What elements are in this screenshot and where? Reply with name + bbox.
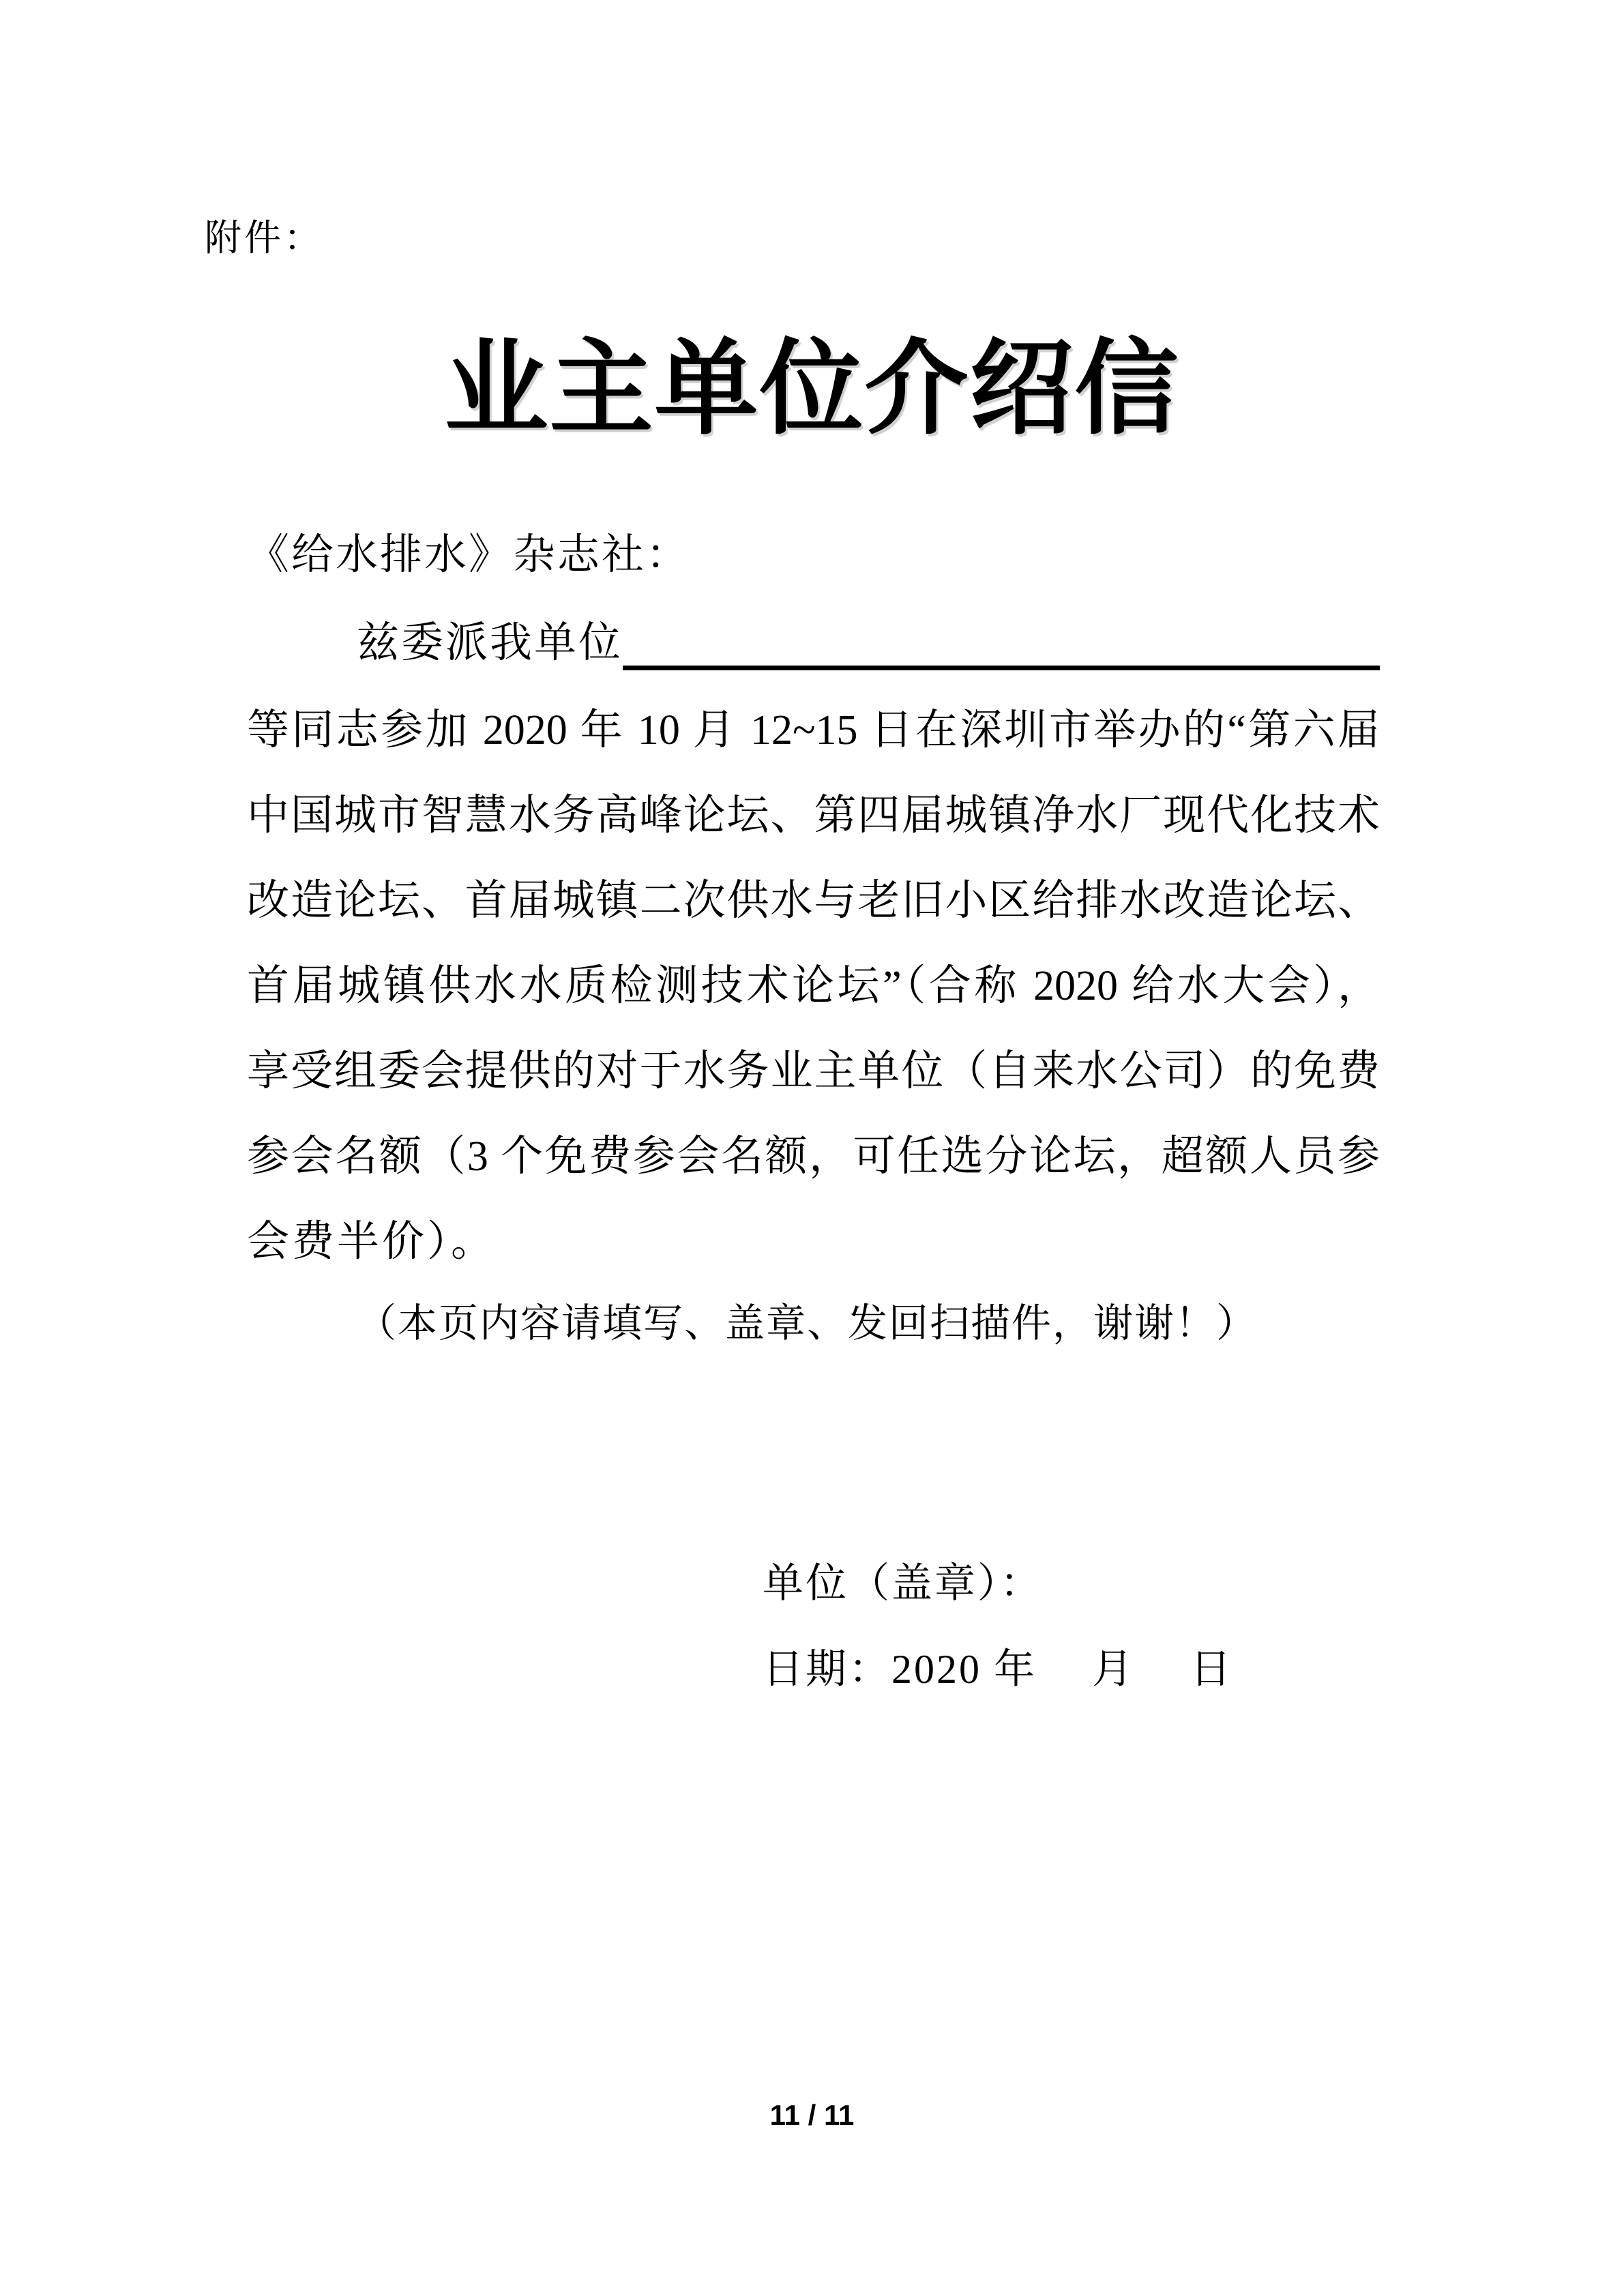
salutation-line: 《给水排水》杂志社： xyxy=(247,532,691,578)
body-paragraph xyxy=(247,688,1380,1285)
body-line: 等同志参加 2020 年 10 月 12~15 日在深圳市举办的“第六届 xyxy=(247,707,1380,754)
body-line: 会费半价）。 xyxy=(247,1219,497,1265)
delegation-prefix: 兹委派我单位 xyxy=(357,620,623,666)
unit-seal-label: 单位（盖章）： xyxy=(763,1561,1043,1606)
body-line: 参会名额（3 个免费参会名额，可任选分论坛，超额人员参 xyxy=(247,1133,1380,1180)
page-number: 11 / 11 xyxy=(769,2099,855,2131)
delegation-line xyxy=(357,616,1380,670)
body-line: 改造论坛、首届城镇二次供水与老旧小区给排水改造论坛、 xyxy=(247,878,1380,924)
unit-name-blank-line xyxy=(623,615,1380,670)
attachment-label: 附件： xyxy=(205,218,323,258)
body-line: 享受组委会提供的对于水务业主单位（自来水公司）的免费 xyxy=(247,1048,1380,1094)
date-label: 日期：2020 年 月 日 xyxy=(763,1647,1233,1692)
document-title: 业主单位介绍信 xyxy=(444,332,1180,447)
fill-in-note: （本页内容请填写、盖章、发回扫描件，谢谢！） xyxy=(357,1301,1258,1345)
body-line: 中国城市智慧水务高峰论坛、第四届城镇净水厂现代化技术 xyxy=(247,792,1380,839)
body-line: 首届城镇供水水质检测技术论坛”（合称 2020 给水大会）， xyxy=(247,963,1380,1009)
